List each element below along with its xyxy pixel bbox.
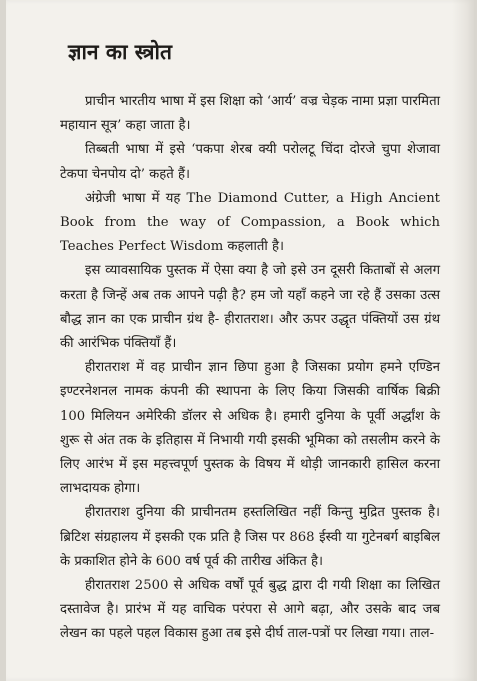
paragraph-book-origin: इस व्यावसायिक पुस्तक में ऐसा क्या है जो इसे उन दूसरी किताबों से अलग करता है जिन्हें अब तक आपने पढ़ी है? हम जो यहाँ कहने जा रहे हैं उसका उत्स बौद्ध ज्ञान का एक प्राचीन ग्रंथ है- हीरातराश। और ऊपर उद्धृत पंक्तियों उस ग्रंथ की आरंभिक पंक्तियाँ हैं।: [60, 263, 440, 352]
paragraph-english-name: अंग्रेजी भाषा में यह The Diamond Cutter, a High Ancient Book from the way of Compassion, a Book which Teaches Perfect Wisdom कहलाती है।: [60, 190, 440, 255]
paragraph-tibetan-name: तिब्बती भाषा में इसे ‘पकपा शेरब क्यी परोलटू चिंदा दोरजे चुपा शेजावा टेकपा चेनपोय दो’ कहते हैं।: [60, 142, 440, 182]
paragraph-sanskrit-name: प्राचीन भारतीय भाषा में इस शिक्षा को ‘आर्य’ वज्र चेड़क नामा प्रज्ञा पारमिता महायान सूत्र’ कहा जाता है।: [60, 94, 440, 134]
page-content: [60, 40, 440, 647]
chapter-heading: ज्ञान का स्त्रोत: [68, 40, 172, 64]
paragraph-andin-company: हीरातराश में वह प्राचीन ज्ञान छिपा हुआ है जिसका प्रयोग हमने एण्डिन इण्टरनेशनल नामक कंपनी की स्थापना के लिए किया जिसकी वार्षिक बिक्री 100 मिलियन अमेरिकी डॉलर से अधिक है। हमारी दुनिया के पूर्वी अर्द्धांश के शुरू से अंत तक के इतिहास में निभायी गयी इसकी भूमिका को तसलीम करने के लिए आरंभ में इस महत्त्वपूर्ण पुस्तक के विषय में थोड़ी जानकारी हासिल करना लाभदायक होगा।: [60, 360, 440, 497]
show-through-margin: [452, 0, 474, 681]
paragraph-buddha-teaching: हीरातराश 2500 से अधिक वर्षों पूर्व बुद्ध द्वारा दी गयी शिक्षा का लिखित दस्तावेज है। प्रारंभ में यह वाचिक परंपरा से आगे बढ़ा, और उसके बाद जब लेखन का पहले पहल विकास हुआ तब इसे दीर्घ ताल-पत्रों पर लिखा गया। ताल-: [60, 578, 440, 642]
paragraph-oldest-printed-book: हीरातराश दुनिया की प्राचीनतम हस्तलिखित नहीं किन्तु मुद्रित पुस्तक है। ब्रिटिश संग्रहालय में इसकी एक प्रति है जिस पर 868 ईस्वी या गुटेनबर्ग बाइबिल के प्रकाशित होने के 600 वर्ष पूर्व की तारीख अंकित है।: [60, 505, 440, 569]
book-page: [6, 0, 474, 681]
